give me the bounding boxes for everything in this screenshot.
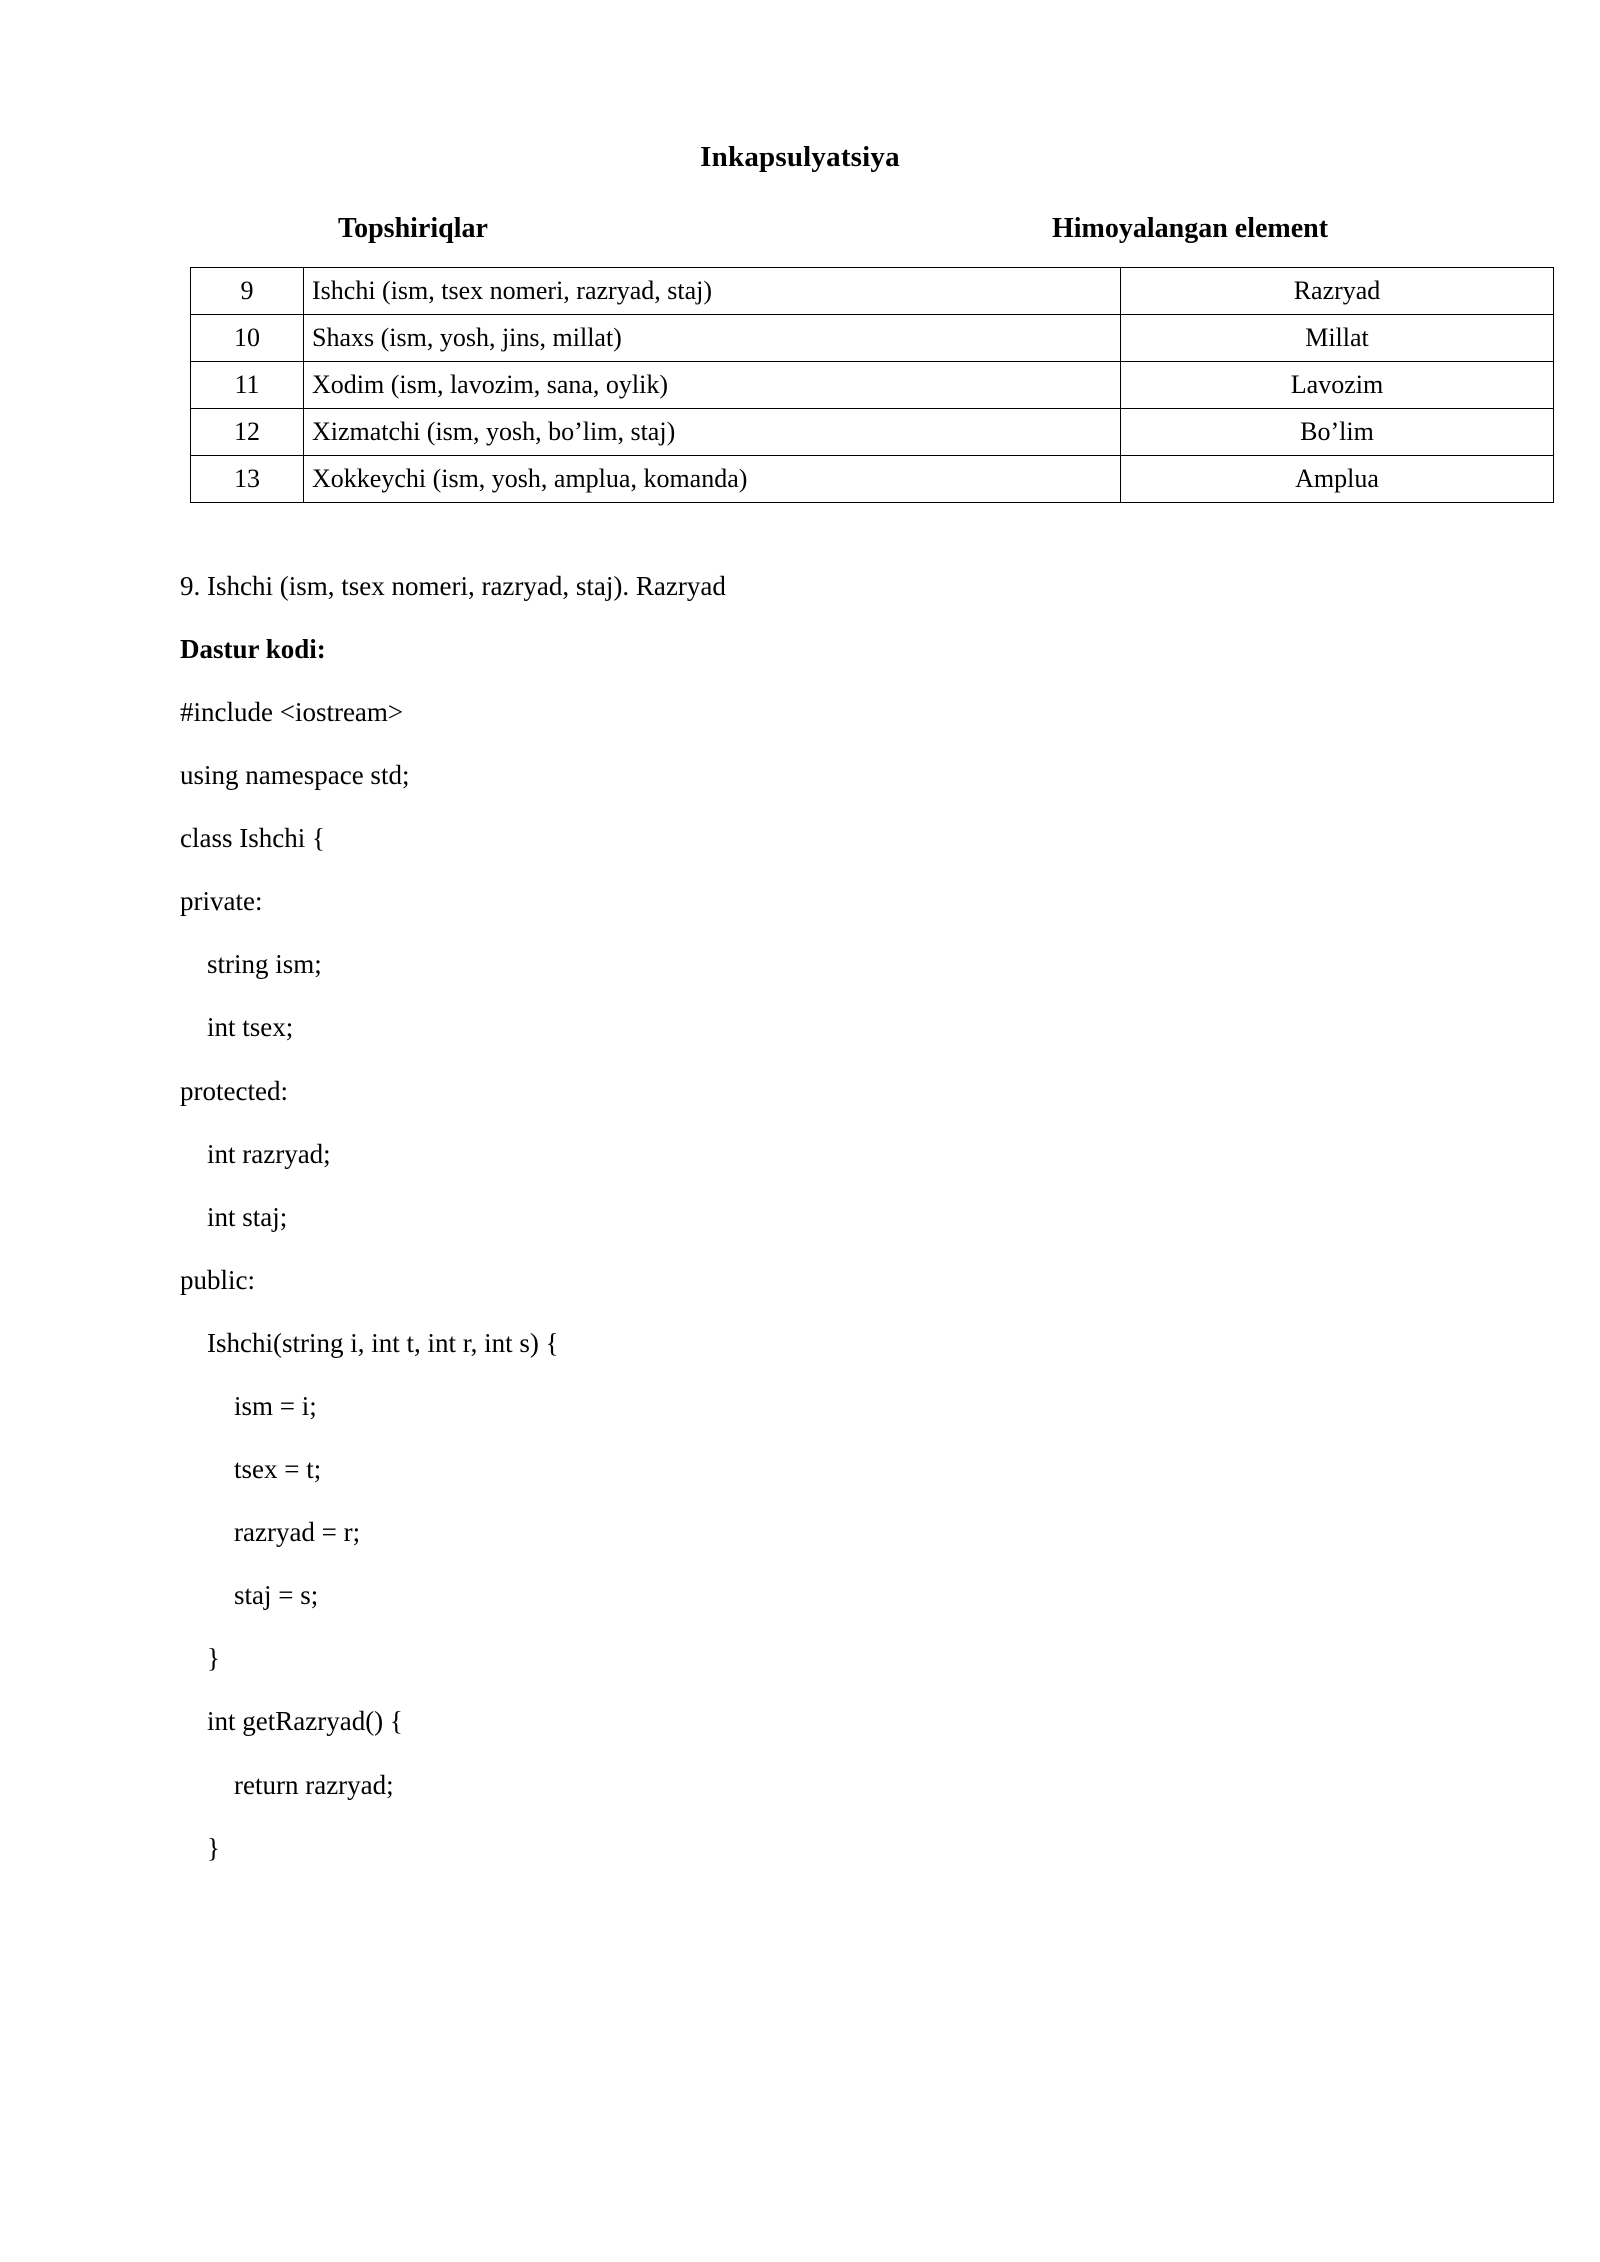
row-task: Xodim (ism, lavozim, sana, oylik) <box>304 361 1121 408</box>
row-protected-element: Millat <box>1121 314 1554 361</box>
code-line: #include <iostream> <box>180 696 404 727</box>
code-line: } <box>180 1832 220 1863</box>
row-protected-element: Razryad <box>1121 267 1554 314</box>
code-line: int getRazryad() { <box>180 1706 403 1737</box>
document-body <box>150 569 1450 1866</box>
code-line: protected: <box>180 1075 288 1106</box>
row-task: Ishchi (ism, tsex nomeri, razryad, staj) <box>304 267 1121 314</box>
row-protected-element: Amplua <box>1121 455 1554 502</box>
tasks-table <box>190 267 1554 503</box>
row-task: Xizmatchi (ism, yosh, bo’lim, staj) <box>304 408 1121 455</box>
code-line: public: <box>180 1264 255 1295</box>
code-line: ism = i; <box>180 1391 317 1422</box>
row-number: 11 <box>191 361 304 408</box>
row-number: 10 <box>191 314 304 361</box>
code-line: class Ishchi { <box>180 823 325 854</box>
table-row <box>191 314 1554 361</box>
table-column-headings <box>150 213 1450 245</box>
code-heading: Dastur kodi: <box>180 633 326 664</box>
row-number: 9 <box>191 267 304 314</box>
row-number: 13 <box>191 455 304 502</box>
heading-topshiriqlar: Topshiriqlar <box>338 212 488 244</box>
row-protected-element: Lavozim <box>1121 361 1554 408</box>
table-row <box>191 361 1554 408</box>
row-task: Xokkeychi (ism, yosh, amplua, komanda) <box>304 455 1121 502</box>
table-row <box>191 455 1554 502</box>
code-line: Ishchi(string i, int t, int r, int s) { <box>180 1327 559 1358</box>
code-line: using namespace std; <box>180 760 410 791</box>
task-statement: 9. Ishchi (ism, tsex nomeri, razryad, staj). Razryad <box>180 570 726 601</box>
heading-himoyalangan-element: Himoyalangan element <box>1051 212 1329 244</box>
row-task: Shaxs (ism, yosh, jins, millat) <box>304 314 1121 361</box>
code-line: int staj; <box>180 1201 288 1232</box>
code-line: staj = s; <box>180 1580 319 1611</box>
code-line: razryad = r; <box>180 1517 361 1548</box>
row-number: 12 <box>191 408 304 455</box>
page-title: Inkapsulyatsiya <box>700 141 900 173</box>
code-line: int razryad; <box>180 1138 331 1169</box>
code-line: return razryad; <box>180 1769 394 1800</box>
row-protected-element: Bo’lim <box>1121 408 1554 455</box>
code-line: tsex = t; <box>180 1454 322 1485</box>
code-line: private: <box>180 886 263 917</box>
code-line: } <box>180 1643 220 1674</box>
table-row <box>191 267 1554 314</box>
code-line: int tsex; <box>180 1012 294 1043</box>
code-line: string ism; <box>180 949 322 980</box>
tasks-table-body <box>191 267 1554 502</box>
table-row <box>191 408 1554 455</box>
